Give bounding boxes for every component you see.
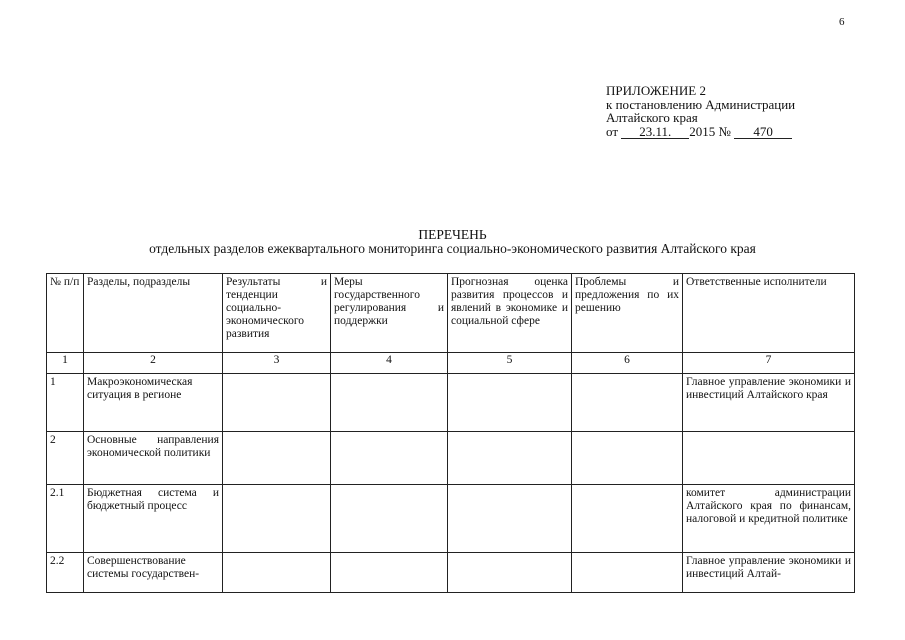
appendix-title: ПРИЛОЖЕНИЕ 2 bbox=[606, 83, 706, 98]
document-subtitle: отдельных разделов ежеквартального мониторинга социально-экономического развития Алтайского края bbox=[149, 241, 756, 256]
appendix-block bbox=[606, 84, 795, 139]
row-responsible: Главное управление экономики и инвестиций Алтай- bbox=[683, 553, 855, 593]
row-section: Бюджетная система и бюджетный процесс bbox=[84, 485, 223, 553]
empty-cell bbox=[331, 485, 448, 553]
header-cell: Меры государственного регулирования и поддержки bbox=[331, 274, 448, 353]
header-cell: № п/п bbox=[47, 274, 84, 353]
decree-year: 2015 № bbox=[689, 123, 731, 139]
empty-cell bbox=[448, 553, 572, 593]
table-row bbox=[47, 432, 855, 485]
row-number: 2.1 bbox=[47, 485, 84, 553]
empty-cell bbox=[223, 485, 331, 553]
table-row bbox=[47, 374, 855, 432]
column-number: 2 bbox=[84, 353, 223, 374]
decree-number: 470 bbox=[734, 125, 792, 139]
empty-cell bbox=[572, 485, 683, 553]
column-number: 3 bbox=[223, 353, 331, 374]
header-cell: Разделы, подразделы bbox=[84, 274, 223, 353]
empty-cell bbox=[572, 374, 683, 432]
empty-cell bbox=[223, 432, 331, 485]
from-label: от bbox=[606, 123, 619, 139]
row-number: 2 bbox=[47, 432, 84, 485]
row-number: 1 bbox=[47, 374, 84, 432]
row-responsible: Главное управление экономики и инвестиций Алтайского края bbox=[683, 374, 855, 432]
document-title: ПЕРЕЧЕНЬ bbox=[418, 227, 487, 242]
table-row bbox=[47, 485, 855, 553]
row-section: Совершенствование системы государствен- bbox=[84, 553, 223, 593]
empty-cell bbox=[448, 485, 572, 553]
row-responsible: комитет администрации Алтайского края по финансам, налоговой и кредитной политике bbox=[683, 485, 855, 553]
header-cell: Результаты и тенденции социально-экономического развития bbox=[223, 274, 331, 353]
row-responsible bbox=[683, 432, 855, 485]
table-row bbox=[47, 553, 855, 593]
header-cell: Проблемы и предложения по их решению bbox=[572, 274, 683, 353]
empty-cell bbox=[331, 553, 448, 593]
header-row bbox=[47, 274, 855, 353]
column-number-row bbox=[47, 353, 855, 374]
row-section: Макроэкономическая ситуация в регионе bbox=[84, 374, 223, 432]
monitoring-table bbox=[46, 273, 855, 593]
appendix-line-1: к постановлению Администрации bbox=[606, 96, 796, 112]
column-number: 7 bbox=[683, 353, 855, 374]
row-number: 2.2 bbox=[47, 553, 84, 593]
column-number: 5 bbox=[448, 353, 572, 374]
page-number: 6 bbox=[839, 16, 845, 28]
column-number: 4 bbox=[331, 353, 448, 374]
empty-cell bbox=[223, 374, 331, 432]
empty-cell bbox=[331, 432, 448, 485]
decree-date: 23.11. bbox=[621, 125, 689, 139]
empty-cell bbox=[572, 553, 683, 593]
appendix-decree-line bbox=[606, 125, 795, 139]
empty-cell bbox=[572, 432, 683, 485]
header-cell: Прогнозная оценка развития процессов и явлений в экономике и социальной сфере bbox=[448, 274, 572, 353]
header-cell: Ответственные исполнители bbox=[683, 274, 855, 353]
empty-cell bbox=[448, 432, 572, 485]
appendix-line-2: Алтайского края bbox=[606, 110, 698, 125]
empty-cell bbox=[223, 553, 331, 593]
empty-cell bbox=[448, 374, 572, 432]
empty-cell bbox=[331, 374, 448, 432]
document-heading bbox=[0, 228, 905, 256]
row-section: Основные направления экономической политики bbox=[84, 432, 223, 485]
column-number: 6 bbox=[572, 353, 683, 374]
column-number: 1 bbox=[47, 353, 84, 374]
